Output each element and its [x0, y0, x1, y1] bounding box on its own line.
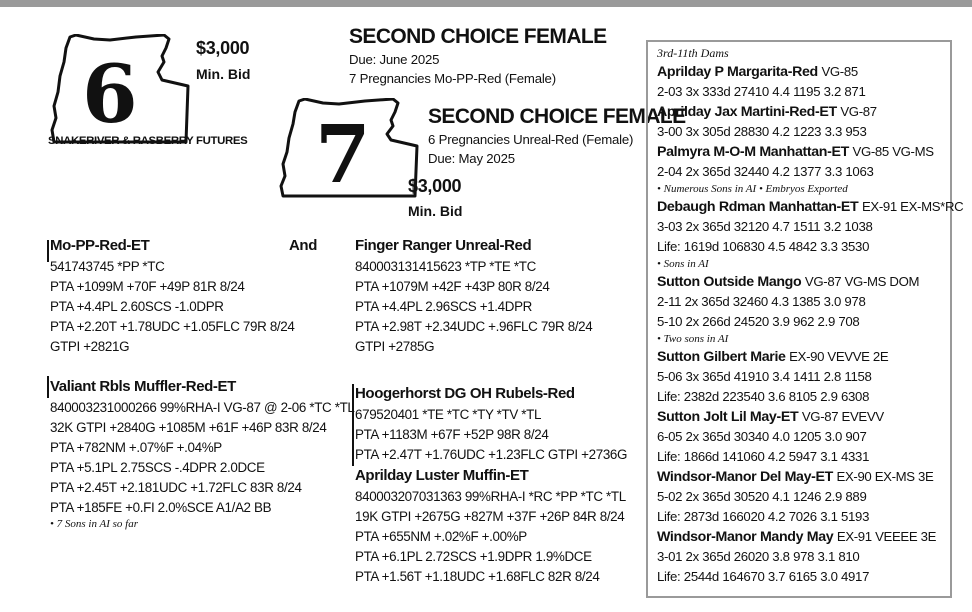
sire3-details — [50, 398, 355, 518]
dam-entry-name — [657, 102, 963, 122]
dam-entry-name — [657, 142, 963, 162]
lot6-due: Due: June 2025 — [349, 52, 440, 67]
sire3-line: PTA +185FE +0.FI 2.0%SCE A1/A2 BB — [50, 500, 272, 515]
dams-panel — [646, 40, 964, 598]
sire5-details — [355, 487, 626, 587]
dam-name: Aprilday Jax Martini-Red-ET — [657, 104, 837, 120]
and-label: And — [289, 237, 317, 254]
dam-record: 3-03 2x 365d 32120 4.7 1511 3.2 1038 — [657, 219, 873, 234]
sire5-name: Aprilday Luster Muffin-ET — [355, 467, 529, 484]
lot7-pregnancies: 6 Pregnancies Unreal-Red (Female) — [428, 132, 634, 147]
dam-record: 5-06 3x 365d 41910 3.4 1411 2.8 1158 — [657, 369, 872, 384]
sire5-line: PTA +6.1PL 2.72SCS +1.9DPR 1.9%DCE — [355, 549, 592, 564]
sire1-line: 541743745 *PP *TC — [50, 259, 165, 274]
dam-record: Life: 1619d 106830 4.5 4842 3.3 3530 — [657, 239, 870, 254]
dam-record: 2-03 3x 333d 27410 4.4 1195 3.2 871 — [657, 84, 866, 99]
sire5-line: PTA +1.56T +1.18UDC +1.68FLC 82R 8/24 — [355, 569, 600, 584]
sire3-line: 840003231000266 99%RHA-I VG-87 @ 2-06 *TC *TL — [50, 400, 355, 415]
sire1-line: PTA +4.4PL 2.60SCS -1.0DPR — [50, 299, 224, 314]
dam-note: • Numerous Sons in AI • Embryos Exported — [657, 183, 848, 195]
dam-entry-name — [657, 272, 963, 292]
sire2-name: Finger Ranger Unreal-Red — [355, 237, 532, 254]
dam-entry-name — [657, 62, 963, 82]
divider-bar — [47, 240, 49, 262]
dam-record: Life: 2873d 166020 4.2 7026 3.1 5193 — [657, 509, 870, 524]
lot7-due: Due: May 2025 — [428, 151, 515, 166]
lot6-title: SECOND CHOICE FEMALE — [349, 25, 607, 48]
sire1-line: GTPI +2821G — [50, 339, 130, 354]
sire3-line: PTA +2.45T +2.181UDC +1.72FLC 83R 8/24 — [50, 480, 302, 495]
dam-note: • Two sons in AI — [657, 333, 729, 345]
dam-classification: EX-90 EX-MS 3E — [836, 469, 934, 484]
dam-classification: VG-87 VG-MS DOM — [804, 274, 920, 289]
dam-classification: EX-90 VEVVE 2E — [789, 349, 889, 364]
lot7-min-bid: Min. Bid — [408, 203, 463, 219]
sire2-line: 840003131415623 *TP *TE *TC — [355, 259, 536, 274]
sire2-line: GTPI +2785G — [355, 339, 435, 354]
dam-note: • Sons in AI — [657, 258, 709, 270]
sire1-line: PTA +2.20T +1.78UDC +1.05FLC 79R 8/24 — [50, 319, 295, 334]
lot6-pregnancies: 7 Pregnancies Mo-PP-Red (Female) — [349, 71, 556, 86]
sire3-name: Valiant Rbls Muffler-Red-ET — [50, 378, 236, 395]
lot-number-6: 6 — [82, 47, 138, 141]
sire2-line: PTA +4.4PL 2.96SCS +1.4DPR — [355, 299, 532, 314]
sire1-line: PTA +1099M +70F +49P 81R 8/24 — [50, 279, 245, 294]
dam-record: 2-04 2x 365d 32440 4.2 1377 3.3 1063 — [657, 164, 874, 179]
dam-record: 5-02 2x 365d 30520 4.1 1246 2.9 889 — [657, 489, 867, 504]
top-border — [0, 0, 972, 7]
dam-entry-name — [657, 197, 963, 217]
dam-name: Windsor-Manor Mandy May — [657, 529, 834, 545]
dam-name: Palmyra M-O-M Manhattan-ET — [657, 144, 849, 160]
lot7-price: $3,000 — [408, 176, 462, 196]
sire1-name: Mo-PP-Red-ET — [50, 237, 150, 254]
dam-record: 5-10 2x 266d 24520 3.9 962 2.9 708 — [657, 314, 860, 329]
sire3-line: PTA +5.1PL 2.75SCS -.4DPR 2.0DCE — [50, 460, 265, 475]
dam-record: 3-01 2x 365d 26020 3.8 978 3.1 810 — [657, 549, 860, 564]
dam-record: Life: 2382d 223540 3.6 8105 2.9 6308 — [657, 389, 870, 404]
sire3-line: PTA +782NM +.07%F +.04%P — [50, 440, 222, 455]
dam-name: Windsor-Manor Del May-ET — [657, 469, 833, 485]
dam-entry-name — [657, 527, 963, 547]
dam-record: 6-05 2x 365d 30340 4.0 1205 3.0 907 — [657, 429, 867, 444]
lot7-title: SECOND CHOICE FEMALE — [428, 105, 686, 128]
dam-classification: VG-85 VG-MS — [852, 144, 934, 159]
divider-bar — [47, 376, 49, 398]
dam-name: Sutton Gilbert Marie — [657, 349, 786, 365]
dam-name: Sutton Jolt Lil May-ET — [657, 409, 799, 425]
dam-classification: EX-91 EX-MS*RC — [861, 199, 964, 214]
dams-header: 3rd-11th Dams — [657, 46, 729, 60]
dam-classification: VG-87 EVEVV — [801, 409, 884, 424]
dam-classification: EX-91 VEEEE 3E — [836, 529, 937, 544]
sire3-note: • 7 Sons in AI so far — [50, 518, 138, 530]
sire2-details — [355, 257, 592, 357]
dam-entry-name — [657, 347, 963, 367]
sire4-line: PTA +1183M +67F +52P 98R 8/24 — [355, 427, 549, 442]
dam-name: Aprilday P Margarita-Red — [657, 64, 818, 80]
dam-classification: VG-87 — [840, 104, 877, 119]
dams-list — [657, 45, 963, 587]
dam-record: 2-11 2x 365d 32460 4.3 1385 3.0 978 — [657, 294, 866, 309]
dam-name: Debaugh Rdman Manhattan-ET — [657, 199, 859, 215]
sire4-line: 679520401 *TE *TC *TY *TV *TL — [355, 407, 542, 422]
dam-entry-name — [657, 467, 963, 487]
sire5-line: 19K GTPI +2675G +827M +37F +26P 84R 8/24 — [355, 509, 625, 524]
sire4-line: PTA +2.47T +1.76UDC +1.23FLC GTPI +2736G — [355, 447, 628, 462]
dam-record: 3-00 3x 305d 28830 4.2 1223 3.3 953 — [657, 124, 867, 139]
lot6-label: SNAKERIVER & RASBERRY FUTURES — [48, 135, 248, 147]
lot6-min-bid: Min. Bid — [196, 66, 251, 82]
sire5-line: 840003207031363 99%RHA-I *RC *PP *TC *TL — [355, 489, 626, 504]
sire1-details — [50, 257, 294, 357]
lot-number-7: 7 — [315, 107, 371, 201]
dam-classification: VG-85 — [821, 64, 858, 79]
sire3-line: 32K GTPI +2840G +1085M +61F +46P 83R 8/24 — [50, 420, 327, 435]
dam-entry-name — [657, 407, 963, 427]
sire4-details — [355, 405, 627, 465]
sire4-name: Hoogerhorst DG OH Rubels-Red — [355, 385, 575, 402]
sire2-line: PTA +2.98T +2.34UDC +.96FLC 79R 8/24 — [355, 319, 593, 334]
dam-name: Sutton Outside Mango — [657, 274, 802, 290]
dam-record: Life: 2544d 164670 3.7 6165 3.0 4917 — [657, 569, 870, 584]
sire2-line: PTA +1079M +42F +43P 80R 8/24 — [355, 279, 550, 294]
lot6-price: $3,000 — [196, 38, 250, 58]
sire5-line: PTA +655NM +.02%F +.00%P — [355, 529, 527, 544]
dam-record: Life: 1866d 141060 4.2 5947 3.1 4331 — [657, 449, 870, 464]
